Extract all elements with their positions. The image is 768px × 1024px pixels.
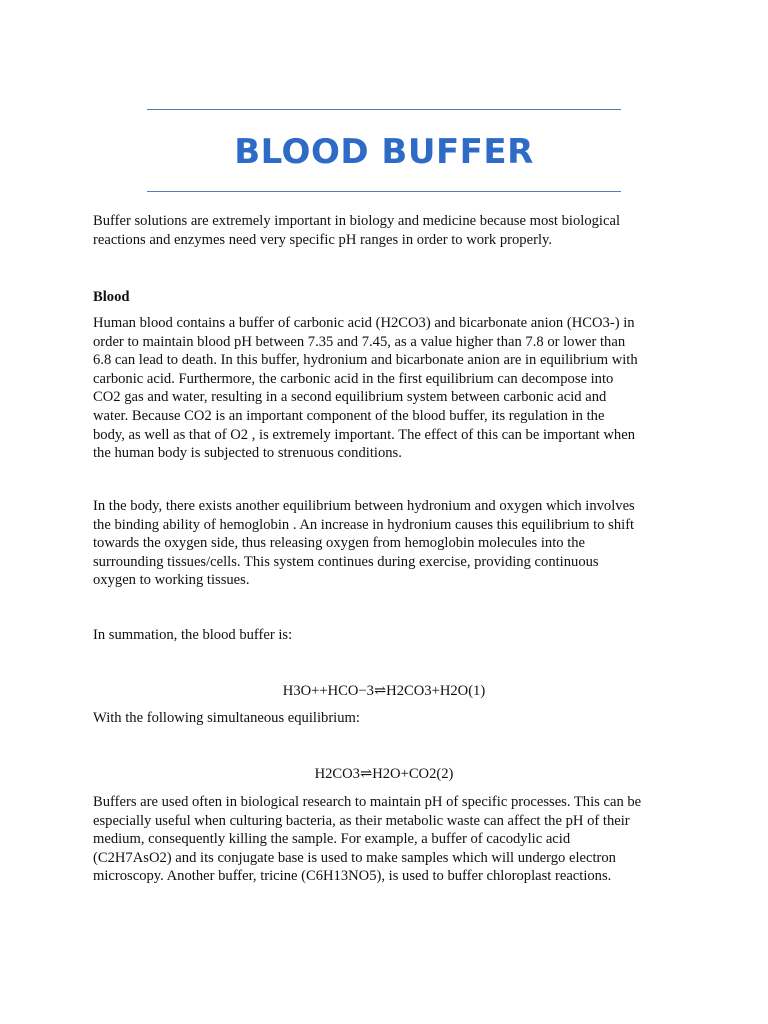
summation-text: In summation, the blood buffer is:: [93, 627, 293, 643]
hemoglobin-line: oxygen to working tissues.: [93, 572, 250, 589]
research-paragraph: [93, 793, 693, 886]
simultaneous-text: With the following simultaneous equilibrium:: [93, 710, 360, 726]
intro-paragraph: [93, 212, 693, 249]
document-title: BLOOD BUFFER: [234, 132, 534, 172]
blood-line: water. Because CO2 is an important component of the blood buffer, its regulation in the: [93, 407, 605, 424]
blood-line: body, as well as that of O2 , is extremely important. The effect of this can be important when: [93, 426, 635, 443]
blood-line: carbonic acid. Furthermore, the carbonic acid in the first equilibrium can decompose into: [93, 370, 614, 387]
equation-1: H3O++HCO−3⇌H2CO3+H2O(1): [282, 683, 486, 699]
title-bottom-rule: [147, 191, 621, 192]
research-line: especially useful when culturing bacteria, as their metabolic waste can affect the pH of their: [93, 812, 630, 829]
hemoglobin-line: surrounding tissues/cells. This system continues during exercise, providing continuous: [93, 553, 599, 570]
blood-line: 6.8 can lead to death. In this buffer, hydronium and bicarbonate anion are in equilibrium with: [93, 352, 638, 369]
title-top-rule: [147, 109, 621, 110]
blood-line: order to maintain blood pH between 7.35 and 7.45, as a value higher than 7.8 or lower than: [93, 333, 626, 350]
hemoglobin-line: towards the oxygen side, thus releasing oxygen from hemoglobin molecules into the: [93, 535, 586, 552]
section-heading-blood: Blood: [93, 289, 130, 305]
intro-line: reactions and enzymes need very specific pH ranges in order to work properly.: [93, 231, 552, 248]
equation-2: H2CO3⇌H2O+CO2(2): [314, 766, 454, 782]
research-line: (C2H7AsO2) and its conjugate base is used to make samples which will undergo electron: [93, 849, 616, 866]
research-line: medium, consequently killing the sample. For example, a buffer of cacodylic acid: [93, 831, 571, 848]
blood-paragraph: [93, 314, 693, 463]
blood-line: the human body is subjected to strenuous conditions.: [93, 445, 402, 462]
hemoglobin-paragraph: [93, 497, 693, 590]
research-line: microscopy. Another buffer, tricine (C6H13NO5), is used to buffer chloroplast reactions.: [93, 868, 612, 885]
blood-line: Human blood contains a buffer of carbonic acid (H2CO3) and bicarbonate anion (HCO3-) in: [93, 315, 635, 331]
intro-line: Buffer solutions are extremely important in biology and medicine because most biological: [93, 213, 620, 229]
research-line: Buffers are used often in biological research to maintain pH of specific processes. This can be: [93, 794, 642, 810]
blood-line: CO2 gas and water, resulting in a second equilibrium system between carbonic acid and: [93, 389, 607, 406]
hemoglobin-line: the binding ability of hemoglobin . An increase in hydronium causes this equilibrium to shift: [93, 516, 635, 533]
hemoglobin-line: In the body, there exists another equilibrium between hydronium and oxygen which involves: [93, 498, 635, 514]
